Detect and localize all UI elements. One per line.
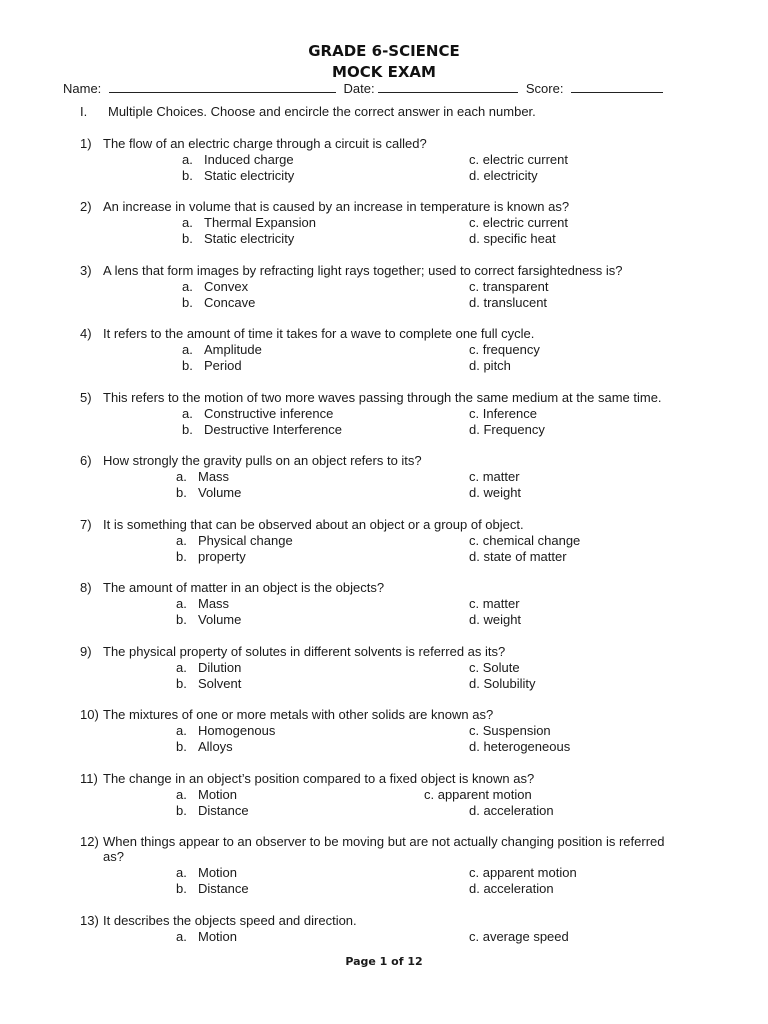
option-a[interactable]: a. Homogenous (176, 723, 276, 738)
name-blank[interactable] (109, 80, 336, 93)
option-b[interactable]: b. property (176, 549, 246, 564)
option-d[interactable]: d. weight (469, 612, 522, 627)
option-b[interactable]: b. Distance (176, 803, 249, 818)
option-b[interactable]: b. Static electricity (182, 231, 295, 246)
question-text: The physical property of solutes in different solvents is referred as its? (103, 644, 506, 659)
option-a[interactable]: a. Mass (176, 596, 230, 611)
question-number: 12) (80, 834, 99, 849)
question-number: 10) (80, 707, 99, 722)
option-c[interactable]: c. Solute (469, 660, 520, 675)
date-blank[interactable] (378, 80, 518, 93)
option-c[interactable]: c. chemical change (469, 533, 581, 548)
option-b[interactable]: b. Static electricity (182, 168, 295, 183)
question-number: 4) (80, 326, 92, 341)
option-c[interactable]: c. average speed (469, 929, 569, 944)
option-c[interactable]: c. apparent motion (469, 865, 577, 880)
question-text: When things appear to an observer to be moving but are not actually changing position is referred (103, 834, 665, 849)
option-c[interactable]: c. electric current (469, 152, 568, 167)
question-text-continued: as? (103, 849, 124, 864)
question-number: 7) (80, 517, 92, 532)
option-a[interactable]: a. Dilution (176, 660, 242, 675)
option-d[interactable]: d. electricity (469, 168, 538, 183)
option-b[interactable]: b. Distance (176, 881, 249, 896)
option-d[interactable]: d. Solubility (469, 676, 536, 691)
score-blank[interactable] (571, 80, 663, 93)
exam-title: GRADE 6-SCIENCE (308, 42, 460, 60)
option-d[interactable]: d. acceleration (469, 881, 554, 896)
option-a[interactable]: a. Constructive inference (182, 406, 334, 421)
option-a[interactable]: a. Motion (176, 787, 238, 802)
option-d[interactable]: d. state of matter (469, 549, 567, 564)
score-label: Score: (525, 81, 564, 96)
option-d[interactable]: d. weight (469, 485, 522, 500)
instructions-text: Multiple Choices. Choose and encircle the correct answer in each number. (108, 104, 536, 119)
question-text: It describes the objects speed and direction. (103, 913, 357, 928)
option-d[interactable]: d. acceleration (469, 803, 554, 818)
option-d[interactable]: d. specific heat (469, 231, 556, 246)
date-label: Date: (343, 81, 375, 96)
option-b[interactable]: b. Volume (176, 485, 242, 500)
question-number: 2) (80, 199, 92, 214)
option-c[interactable]: c. apparent motion (424, 787, 532, 802)
question-text: The mixtures of one or more metals with other solids are known as? (103, 707, 494, 722)
question-number: 13) (80, 913, 99, 928)
question-number: 8) (80, 580, 92, 595)
option-a[interactable]: a. Physical change (176, 533, 293, 548)
question-number: 3) (80, 263, 92, 278)
option-d[interactable]: d. heterogeneous (469, 739, 571, 754)
question-number: 9) (80, 644, 92, 659)
question-text: An increase in volume that is caused by an increase in temperature is known as? (103, 199, 570, 214)
option-d[interactable]: d. translucent (469, 295, 548, 310)
option-a[interactable]: a. Induced charge (182, 152, 294, 167)
question-text: The change in an object’s position compared to a fixed object is known as? (103, 771, 535, 786)
option-a[interactable]: a. Convex (182, 279, 249, 294)
option-c[interactable]: c. electric current (469, 215, 568, 230)
option-b[interactable]: b. Period (182, 358, 242, 373)
question-number: 5) (80, 390, 92, 405)
page-number: Page 1 of 12 (345, 955, 423, 968)
option-a[interactable]: a. Thermal Expansion (182, 215, 316, 230)
option-d[interactable]: d. pitch (469, 358, 511, 373)
option-b[interactable]: b. Solvent (176, 676, 242, 691)
question-number: 1) (80, 136, 92, 151)
option-b[interactable]: b. Concave (182, 295, 256, 310)
option-c[interactable]: c. matter (469, 469, 520, 484)
student-info-row (63, 80, 663, 96)
option-c[interactable]: c. matter (469, 596, 520, 611)
question-text: It is something that can be observed about an object or a group of object. (103, 517, 524, 532)
question-number: 11) (80, 771, 98, 786)
option-c[interactable]: c. transparent (469, 279, 549, 294)
section-number: I. (80, 104, 88, 119)
question-text: It refers to the amount of time it takes for a wave to complete one full cycle. (103, 326, 535, 341)
option-a[interactable]: a. Amplitude (182, 342, 262, 357)
question-text: The flow of an electric charge through a circuit is called? (103, 136, 427, 151)
name-label: Name: (63, 81, 102, 96)
option-b[interactable]: b. Alloys (176, 739, 233, 754)
option-b[interactable]: b. Destructive Interference (182, 422, 343, 437)
option-d[interactable]: d. Frequency (469, 422, 545, 437)
option-c[interactable]: c. frequency (469, 342, 540, 357)
exam-subtitle: MOCK EXAM (332, 63, 436, 81)
question-text: This refers to the motion of two more waves passing through the same medium at the same time. (103, 390, 662, 405)
option-a[interactable]: a. Motion (176, 929, 238, 944)
question-number: 6) (80, 453, 92, 468)
option-b[interactable]: b. Volume (176, 612, 242, 627)
option-a[interactable]: a. Motion (176, 865, 238, 880)
instructions (80, 104, 536, 119)
option-a[interactable]: a. Mass (176, 469, 230, 484)
question-text: How strongly the gravity pulls on an object refers to its? (103, 453, 422, 468)
option-c[interactable]: c. Inference (469, 406, 537, 421)
option-c[interactable]: c. Suspension (469, 723, 551, 738)
question-text: The amount of matter in an object is the objects? (103, 580, 385, 595)
question-text: A lens that form images by refracting light rays together; used to correct farsightedness is? (103, 263, 623, 278)
